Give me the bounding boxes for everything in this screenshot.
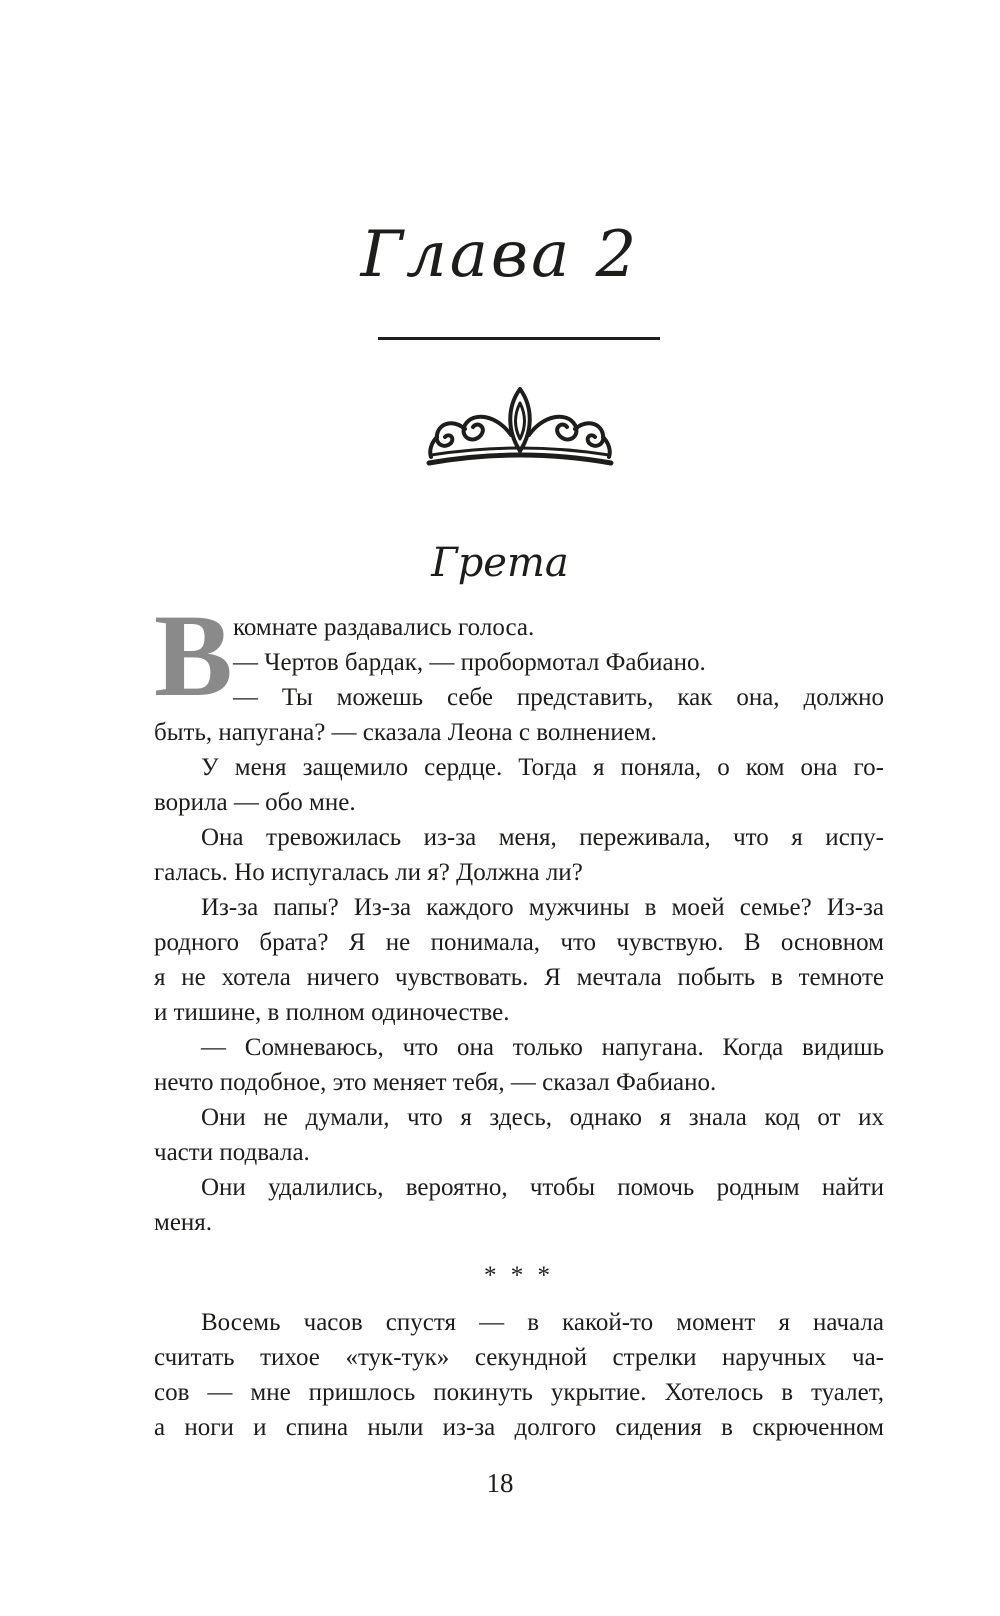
- page-number: 18: [486, 1468, 514, 1498]
- chapter-title: Глава 2: [360, 218, 640, 292]
- text-line: сов — мне пришлось покинуть укрытие. Хотелось в туалет,: [154, 1379, 884, 1406]
- text-line: галась. Но испугалась ли я? Должна ли?: [154, 859, 583, 886]
- text-line: родного брата? Я не понимала, что чувствую. В основном: [154, 929, 884, 956]
- text-line: комнате раздавались голоса.: [233, 614, 535, 641]
- text-line: — Чертов бардак, — пробормотал Фабиано.: [233, 649, 706, 676]
- text-line: нечто подобное, это меняет тебя, — сказал Фабиано.: [154, 1069, 717, 1096]
- text-line: я не хотела ничего чувствовать. Я мечтала побыть в темноте: [154, 964, 884, 991]
- text-line: меня.: [154, 1209, 213, 1236]
- text-line: — Сомневаюсь, что она только напугана. Когда видишь: [201, 1034, 884, 1061]
- text-line: Они удалились, вероятно, чтобы помочь родным найти: [201, 1174, 884, 1201]
- text-line: — Ты можешь себе представить, как она, должно: [233, 684, 884, 711]
- text-line: а ноги и спина ныли из-за долгого сидения в скрюченном: [154, 1414, 884, 1441]
- drop-cap: В: [154, 590, 233, 721]
- text-line: быть, напугана? — сказала Леона с волнением.: [154, 719, 657, 746]
- body-text: [154, 590, 884, 1445]
- text-line: и тишине, в полном одиночестве.: [154, 999, 510, 1026]
- first-section: [154, 590, 884, 1240]
- text-line: Они не думали, что я здесь, однако я знала код от их: [201, 1104, 884, 1131]
- scene-separator: * * *: [484, 1262, 554, 1289]
- chapter-title-rule: [378, 337, 660, 340]
- tiara-icon: [425, 385, 615, 485]
- text-line: Восемь часов спустя — в какой-то момент я начала: [201, 1309, 884, 1336]
- text-line: считать тихое «тук-тук» секундной стрелки наручных ча-: [154, 1344, 884, 1371]
- text-line: Из-за папы? Из-за каждого мужчины в моей семье? Из-за: [201, 894, 884, 921]
- text-line: У меня защемило сердце. Тогда я поняла, о ком она го-: [201, 754, 884, 781]
- text-line: ворила — обо мне.: [154, 789, 356, 816]
- text-line: части подвала.: [154, 1139, 310, 1166]
- pov-character-name: Грета: [431, 540, 569, 586]
- second-section: [154, 1305, 884, 1445]
- text-line: Она тревожилась из-за меня, переживала, что я испу-: [201, 824, 884, 851]
